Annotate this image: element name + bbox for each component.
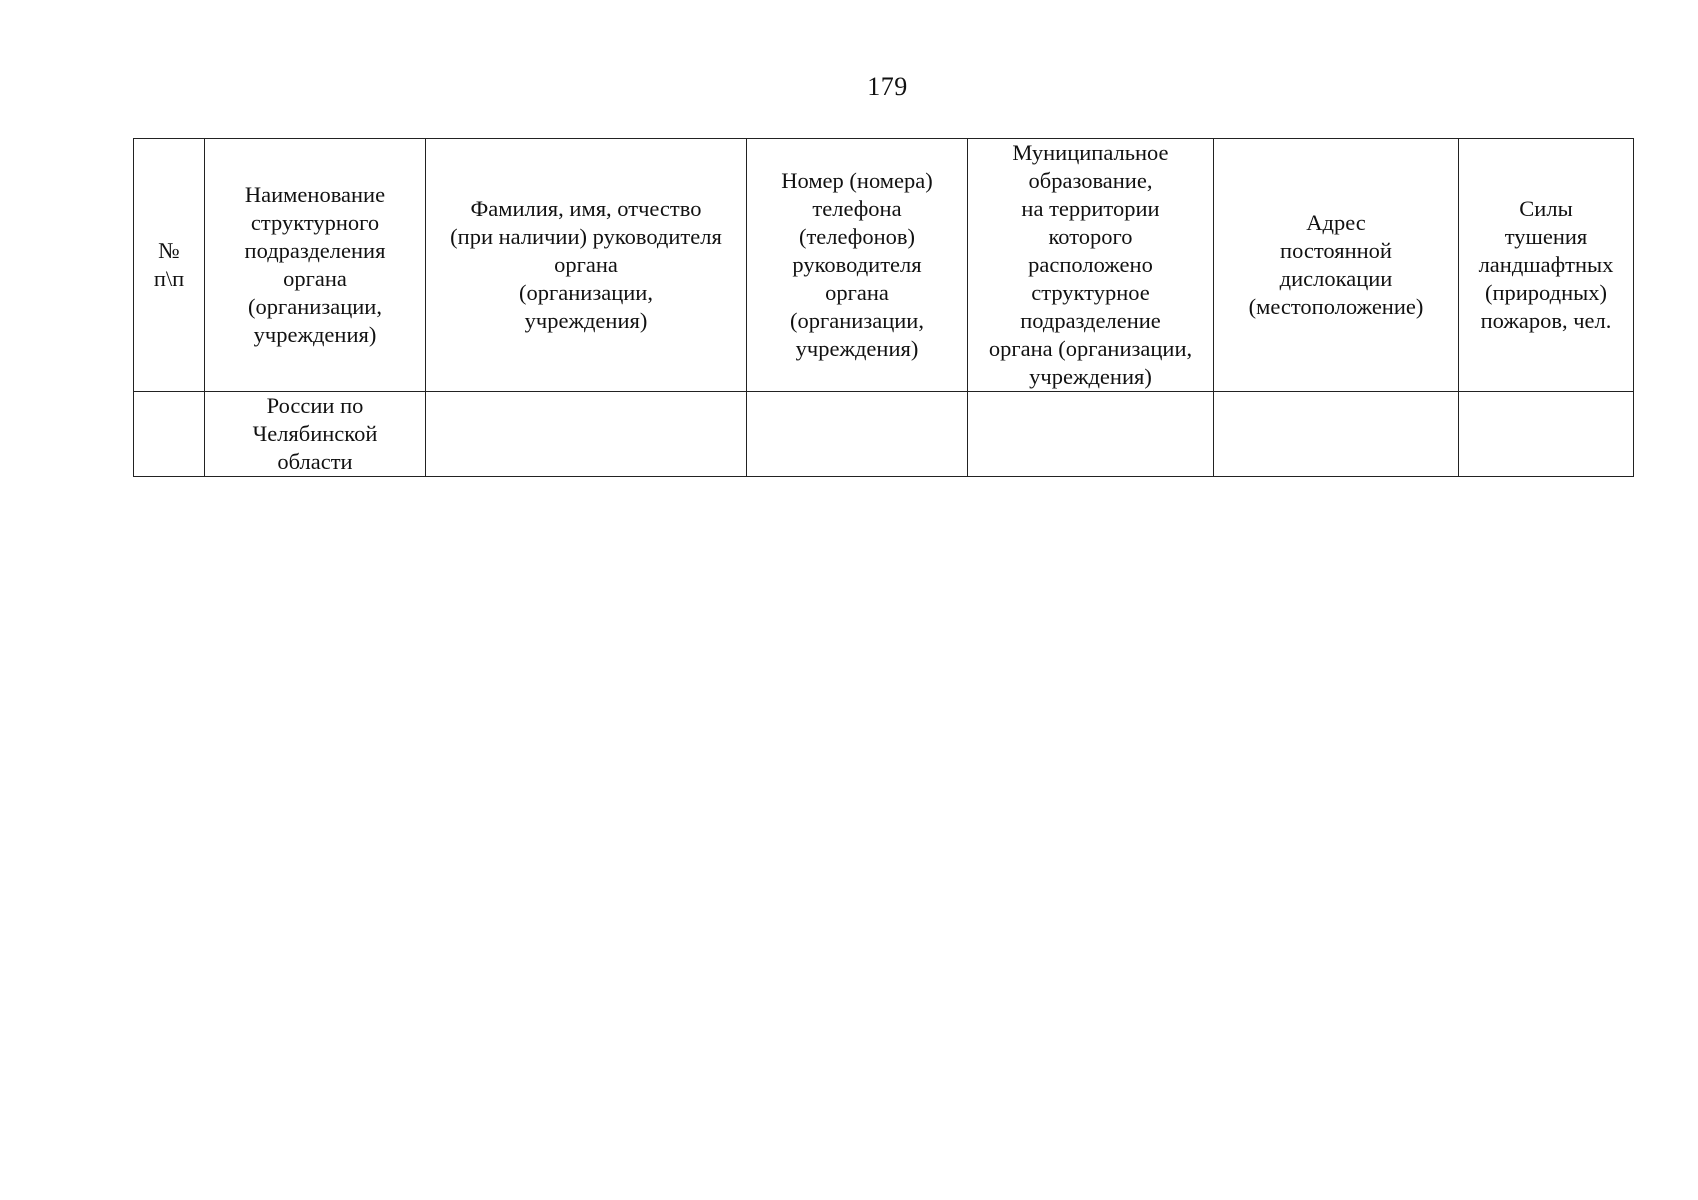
forces-table xyxy=(133,138,1634,477)
header-number: № п\п xyxy=(134,139,205,392)
header-subdivision-name: Наименование структурного подразделения органа (организации, учреждения) xyxy=(205,139,426,392)
cell-head-phone xyxy=(747,392,968,477)
header-address: Адрес постоянной дислокации (местоположение) xyxy=(1214,139,1459,392)
table-header-row xyxy=(134,139,1634,392)
cell-subdivision-name: России по Челябинской области xyxy=(205,392,426,477)
cell-head-full-name xyxy=(426,392,747,477)
cell-municipality xyxy=(968,392,1214,477)
header-fire-forces: Силы тушения ландшафтных (природных) пожаров, чел. xyxy=(1459,139,1634,392)
cell-fire-forces xyxy=(1459,392,1634,477)
header-municipality: Муниципальное образование, на территории которого расположено структурное подразделение органа (организации, учреждения) xyxy=(968,139,1214,392)
header-head-phone: Номер (номера) телефона (телефонов) руководителя органа (организации, учреждения) xyxy=(747,139,968,392)
cell-address xyxy=(1214,392,1459,477)
page-number: 179 xyxy=(867,72,908,101)
cell-number xyxy=(134,392,205,477)
header-head-full-name: Фамилия, имя, отчество (при наличии) руководителя органа (организации, учреждения) xyxy=(426,139,747,392)
table-row xyxy=(134,392,1634,477)
